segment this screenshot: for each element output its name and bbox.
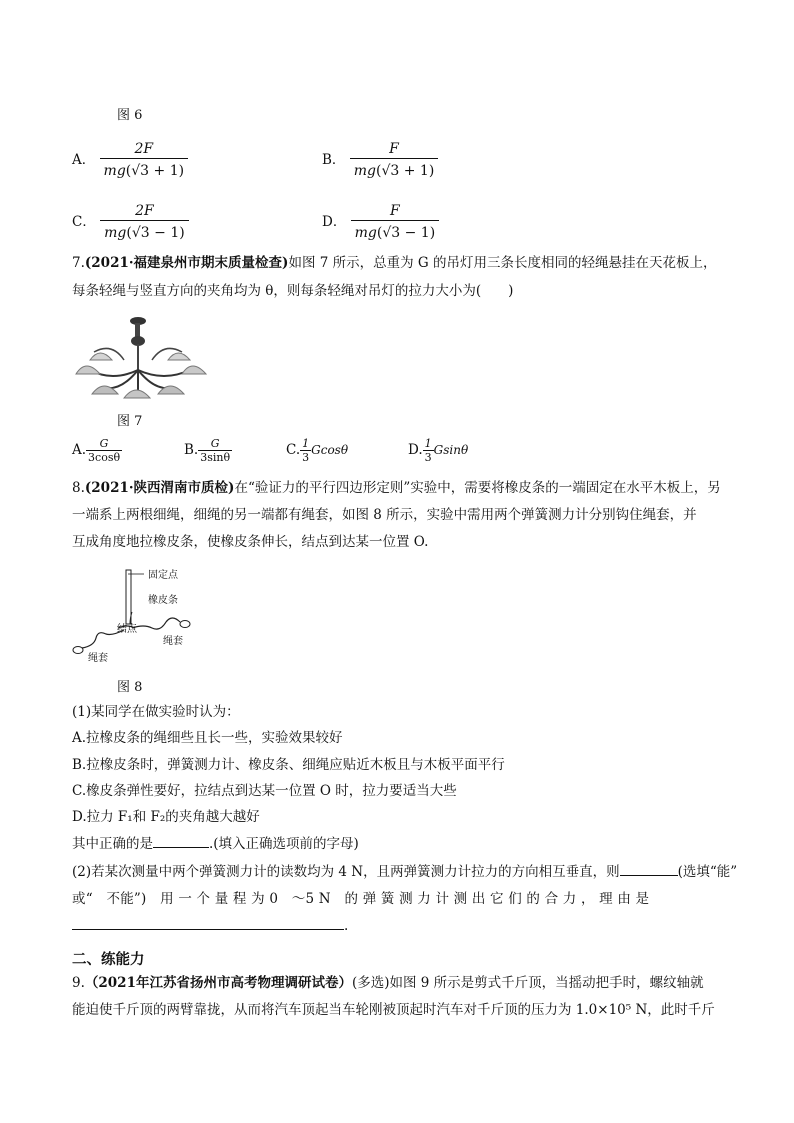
chandelier-figure — [72, 312, 212, 400]
q8-line-1 — [72, 479, 721, 497]
chandelier-drawing — [76, 317, 206, 398]
ask-text-post: .(填入正确选项前的字母) — [209, 836, 359, 852]
q7-number: 7. — [72, 255, 85, 271]
q9-line-2: 能迫使千斤顶的两臂靠拢，从而将汽车顶起当车轮刚被顶起时汽车对千斤顶的压力为 1.0×10⁵ N，此时千斤 — [72, 1002, 715, 1018]
q8-line-3: 互成角度地拉橡皮条，使橡皮条伸长，结点到达某一位置 O. — [72, 534, 429, 550]
q8-choice-c: C.橡皮条弹性要好，拉结点到达某一位置 O 时，拉力要适当大些 — [72, 783, 457, 799]
denominator: mg(√3 + 1) — [100, 158, 189, 181]
option-letter: D． — [322, 214, 347, 230]
denominator: 3sinθ — [200, 451, 231, 464]
q6-option-d[interactable] — [322, 202, 439, 243]
q6-option-a[interactable] — [72, 140, 188, 181]
q7-option-a[interactable] — [72, 437, 122, 464]
q8-number: 8. — [72, 480, 85, 496]
fraction — [198, 437, 232, 464]
denominator: 3 — [302, 451, 310, 464]
option-letter: B． — [322, 152, 346, 168]
answer-blank-1[interactable] — [153, 847, 209, 848]
denominator: mg(√3 + 1) — [350, 158, 439, 181]
option-letter: C. — [286, 442, 301, 458]
q9-text-1: (多选)如图 9 所示是剪式千斤顶，当摇动把手时，螺纹轴就 — [351, 975, 704, 991]
q8-line-2: 一端系上两根细绳，细绳的另一端都有绳套，如图 8 所示，实验中需用两个弹簧测力计分别钩住绳套，并 — [72, 507, 697, 523]
label-fixed-point: 固定点 — [148, 570, 178, 581]
part2-text-post: (选填“能” — [677, 864, 738, 880]
q8-choice-a: A.拉橡皮条的绳细些且长一些，实验效果较好 — [72, 730, 343, 746]
figure-6-caption: 图 6 — [117, 108, 143, 123]
fraction — [86, 437, 122, 464]
q6-option-b[interactable] — [322, 140, 438, 181]
figure-8-caption: 图 8 — [117, 680, 143, 695]
section-title: 二、练能力 — [72, 952, 145, 968]
label-loop-left: 绳套 — [88, 653, 108, 664]
label-rubber-band: 橡皮条 — [148, 595, 178, 606]
fraction — [100, 202, 189, 243]
q9-source: （2021年江苏省扬州市高考物理调研试卷） — [84, 975, 352, 991]
denominator: mg(√3 − 1) — [100, 220, 189, 243]
fraction — [351, 202, 440, 243]
q8-part2-line-2: 或“ 不能”) 用 一 个 量 程 为 0 ～5 N 的 弹 簧 测 力 计 测 出 它 们 的 合 力 ， 理 由 是 — [72, 891, 650, 907]
q7-text-1: 如图 7 所示，总重为 G 的吊灯用三条长度相同的轻绳悬挂在天花板上， — [288, 255, 717, 271]
answer-blank-3[interactable] — [72, 929, 344, 930]
period: . — [344, 918, 349, 934]
numerator: G — [210, 437, 220, 450]
answer-blank-2[interactable] — [620, 875, 678, 876]
denominator: 3cosθ — [88, 451, 121, 464]
q8-part1-intro: (1)某同学在做实验时认为： — [72, 704, 240, 720]
q6-option-c[interactable] — [72, 202, 189, 243]
q7-option-c[interactable] — [286, 437, 348, 464]
figure-7-caption: 图 7 — [117, 414, 143, 429]
label-knot: 结点 — [117, 624, 137, 635]
numerator: 1 — [302, 437, 310, 450]
q8-part2-line-3 — [72, 917, 348, 935]
fraction — [100, 140, 189, 181]
q8-text-1: 在“验证力的平行四边形定则”实验中，需要将橡皮条的一端固定在水平木板上，另 — [234, 480, 721, 496]
q9-number: 9. — [72, 975, 85, 991]
option-letter: A. — [72, 442, 87, 458]
denominator: 3 — [424, 451, 432, 464]
q8-part2-line-1 — [72, 863, 737, 881]
numerator: F — [390, 203, 400, 219]
numerator: F — [389, 141, 399, 157]
q9-line-1 — [72, 974, 704, 992]
fraction — [350, 140, 439, 181]
q8-choice-b: B.拉橡皮条时，弹簧测力计、橡皮条、细绳应贴近木板且与木板平面平行 — [72, 757, 505, 773]
option-letter: A． — [72, 152, 96, 168]
q7-source: (2021·福建泉州市期末质量检查) — [84, 255, 289, 271]
option-letter: C． — [72, 214, 96, 230]
q7-option-d[interactable] — [408, 437, 468, 464]
option-tail: Gcosθ — [311, 443, 349, 457]
q8-part1-ask — [72, 835, 359, 853]
q7-line-1 — [72, 254, 717, 272]
numerator: 2F — [135, 203, 154, 219]
numerator: 1 — [424, 437, 432, 450]
option-letter: B. — [184, 442, 199, 458]
denominator: mg(√3 − 1) — [351, 220, 440, 243]
numerator: G — [99, 437, 109, 450]
part2-text: (2)若某次测量中两个弹簧测力计的读数均为 4 N，且两弹簧测力计拉力的方向相互垂直，则 — [72, 864, 620, 880]
label-loop-right: 绳套 — [163, 636, 183, 647]
q7-option-b[interactable] — [184, 437, 232, 464]
ask-text: 其中正确的是 — [72, 836, 153, 852]
q8-source: (2021·陕西渭南市质检) — [84, 480, 235, 496]
fraction — [423, 437, 434, 464]
q8-choice-d: D.拉力 F₁和 F₂的夹角越大越好 — [72, 809, 260, 825]
option-tail: Gsinθ — [433, 443, 469, 457]
option-letter: D. — [408, 442, 423, 458]
fraction — [300, 437, 311, 464]
q7-line-2: 每条轻绳与竖直方向的夹角均为 θ，则每条轻绳对吊灯的拉力大小为( ) — [72, 283, 514, 299]
numerator: 2F — [134, 141, 154, 157]
